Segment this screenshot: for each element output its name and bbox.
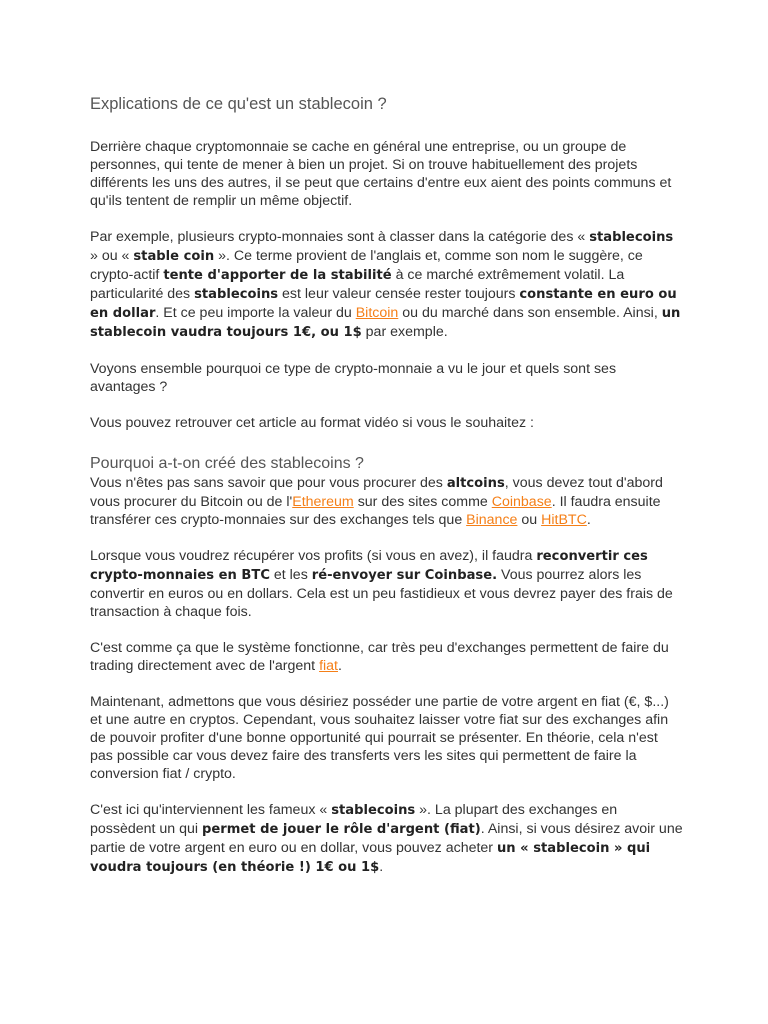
text-run: et les (269, 567, 312, 583)
text-run: C'est ici qu'interviennent les fameux « (90, 802, 332, 818)
bold-text: tente d'apporter de la stabilité (163, 268, 392, 283)
stablecoins-role-paragraph (90, 801, 684, 877)
coinbase-link[interactable]: Coinbase (491, 494, 552, 510)
bold-text: altcoins (446, 476, 505, 491)
text-run: ou du marché dans son ensemble. Ainsi, (398, 305, 662, 321)
text-run: C'est comme ça que le système fonctionne, car très peu d'exchanges permettent de faire du trading directement avec de l'argent (90, 640, 669, 674)
bold-text: stable coin (133, 249, 215, 264)
article-title: Explications de ce qu'est un stablecoin ? (90, 95, 387, 113)
text-run: » ou « (90, 248, 134, 264)
text-run: à ce marché extrêmement volatil. La particularité des (90, 267, 625, 302)
text-run: . (338, 658, 342, 674)
text-run: ». La plupart des exchanges en possèdent un qui (90, 802, 618, 837)
bold-text: permet de jouer le rôle d'argent (fiat) (202, 822, 481, 837)
video-note-paragraph: Vous pouvez retrouver cet article au format vidéo si vous le souhaitez : (90, 415, 534, 431)
bold-text: constante en euro ou en dollar (90, 287, 677, 321)
profits-paragraph (90, 547, 684, 621)
bitcoin-link[interactable]: Bitcoin (355, 305, 399, 321)
text-run: ou (517, 512, 542, 528)
bold-text: stablecoins (331, 803, 416, 818)
ethereum-link[interactable]: Ethereum (292, 494, 354, 510)
text-run: . (379, 859, 384, 875)
text-run: sur des sites comme (353, 494, 492, 510)
bold-text: stablecoins (194, 287, 279, 302)
text-run: par exemple. (361, 324, 448, 340)
fiat-link[interactable]: fiat (319, 658, 338, 674)
text-run: , vous devez tout d'abord vous procurer du Bitcoin ou de l' (90, 475, 663, 510)
system-paragraph (90, 639, 684, 675)
hitbtc-link[interactable]: HitBTC (541, 512, 587, 528)
text-run: Vous n'êtes pas sans savoir que pour vous procurer des (90, 475, 447, 491)
overview-paragraph: Voyons ensemble pourquoi ce type de crypto-monnaie a vu le jour et quels sont ses avantages ? (90, 361, 617, 395)
text-run: . Il faudra ensuite transférer ces crypto-monnaies sur des exchanges tels que (90, 494, 661, 528)
text-run: . Et ce peu importe la valeur du (155, 305, 356, 321)
intro-paragraph: Derrière chaque cryptomonnaie se cache en général une entreprise, ou un groupe de personnes, qui tente de mener à bien un projet. Si on trouve habituellement des projets différents les uns des autres, il se peut que certains d'entre eux aient des points communs et qu'ils tentent de remplir un même objectif. (90, 139, 672, 209)
text-run: . Ainsi, si vous désirez avoir une partie de votre argent en euro ou en dollar, vous pouvez acheter (90, 821, 683, 856)
text-run: est leur valeur censée rester toujours (278, 286, 520, 302)
bold-text: un stablecoin vaudra toujours 1€, ou 1$ (90, 306, 681, 340)
bold-text: ré-envoyer sur Coinbase. (311, 568, 498, 583)
stablecoin-definition-paragraph (90, 228, 684, 342)
text-run: Par exemple, plusieurs crypto-monnaies sont à classer dans la catégorie des « (90, 229, 590, 245)
altcoins-paragraph (90, 474, 684, 529)
text-run: Vous pourrez alors les convertir en euros ou en dollars. Cela est un peu fastidieux et vous devrez payer des frais de transaction à chaque fois. (90, 567, 673, 620)
bold-text: un « stablecoin » qui voudra toujours (en théorie !) 1€ ou 1$ (90, 841, 651, 875)
text-run: ». Ce terme provient de l'anglais et, comme son nom le suggère, ce crypto-actif (90, 248, 643, 283)
article (90, 92, 684, 895)
text-run: Lorsque vous voudrez récupérer vos profits (si vous en avez), il faudra (90, 548, 537, 564)
bold-text: reconvertir ces crypto-monnaies en BTC (90, 549, 648, 583)
section-subtitle: Pourquoi a-t-on créé des stablecoins ? (90, 455, 364, 472)
bold-text: stablecoins (589, 230, 674, 245)
binance-link[interactable]: Binance (466, 512, 518, 528)
fiat-scenario-paragraph: Maintenant, admettons que vous désiriez posséder une partie de votre argent en fiat (€, $...) et une autre en cryptos. Cependant, vous souhaitez laisser votre fiat sur des exchanges afin de pouvoir profiter d'une bonne opportunité qui pourrait se présenter. En théorie, cela n'est pas possible car vous devez faire des transferts vers les sites qui permettent de faire la conversion fiat / crypto. (90, 694, 669, 782)
text-run: . (586, 512, 591, 528)
